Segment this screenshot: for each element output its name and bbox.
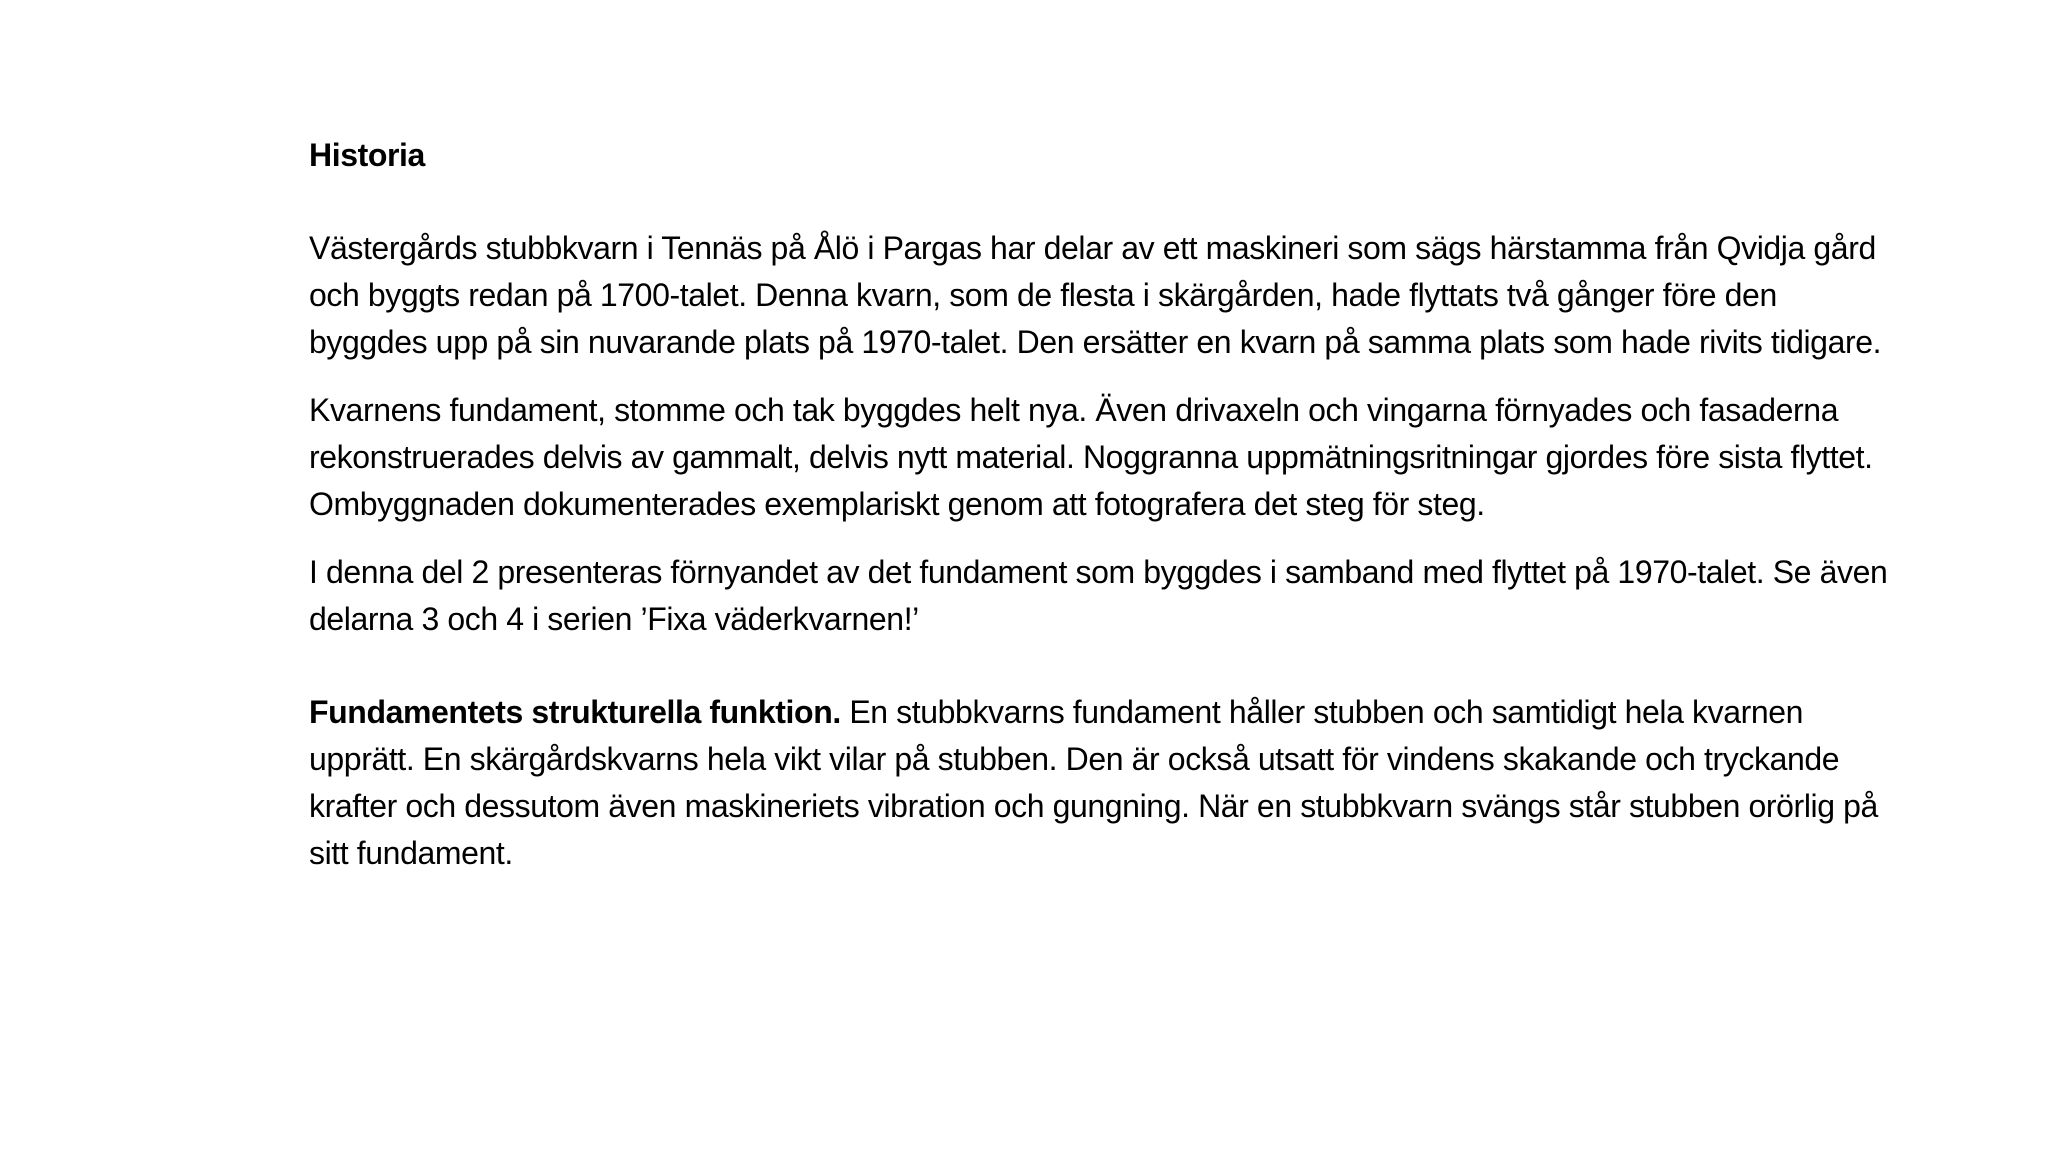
foundation-function-body: En stubbkvarns fundament håller stubben och samtidigt hela kvarnen upprätt. En skärgårdskvarns hela vikt vilar på stubben. Den är också utsatt för vindens skakande och tryckande krafter och dessutom även maskineriets vibration och gungning. När en stubbkvarn svängs står stubben orörlig på sitt fundament.	[309, 694, 1878, 871]
paragraph-reconstruction: Kvarnens fundament, stomme och tak byggdes helt nya. Även drivaxeln och vingarna förnyades och fasaderna rekonstruerades delvis av gammalt, delvis nytt material. Noggranna uppmätningsritningar gjordes före sista flyttet. Ombyggnaden dokumenterades exemplariskt genom att fotografera det steg för steg.	[309, 392, 1873, 522]
section-heading: Historia	[309, 137, 425, 173]
paragraph-history-intro: Västergårds stubbkvarn i Tennäs på Ålö i Pargas har delar av ett maskineri som sägs härstamma från Qvidja gård och byggts redan på 1700-talet. Denna kvarn, som de flesta i skärgården, hade flyttats två gånger före den byggdes upp på sin nuvarande plats på 1970-talet. Den ersätter en kvarn på samma plats som hade rivits tidigare.	[309, 230, 1882, 360]
foundation-function-lead: Fundamentets strukturella funktion.	[309, 694, 841, 730]
paragraph-part-2-note: I denna del 2 presenteras förnyandet av det fundament som byggdes i samband med flyttet på 1970-talet. Se även delarna 3 och 4 i serien ’Fixa väderkvarnen!’	[309, 554, 1888, 637]
paragraph-foundation-function	[309, 689, 1899, 877]
slide-content	[309, 132, 1899, 898]
